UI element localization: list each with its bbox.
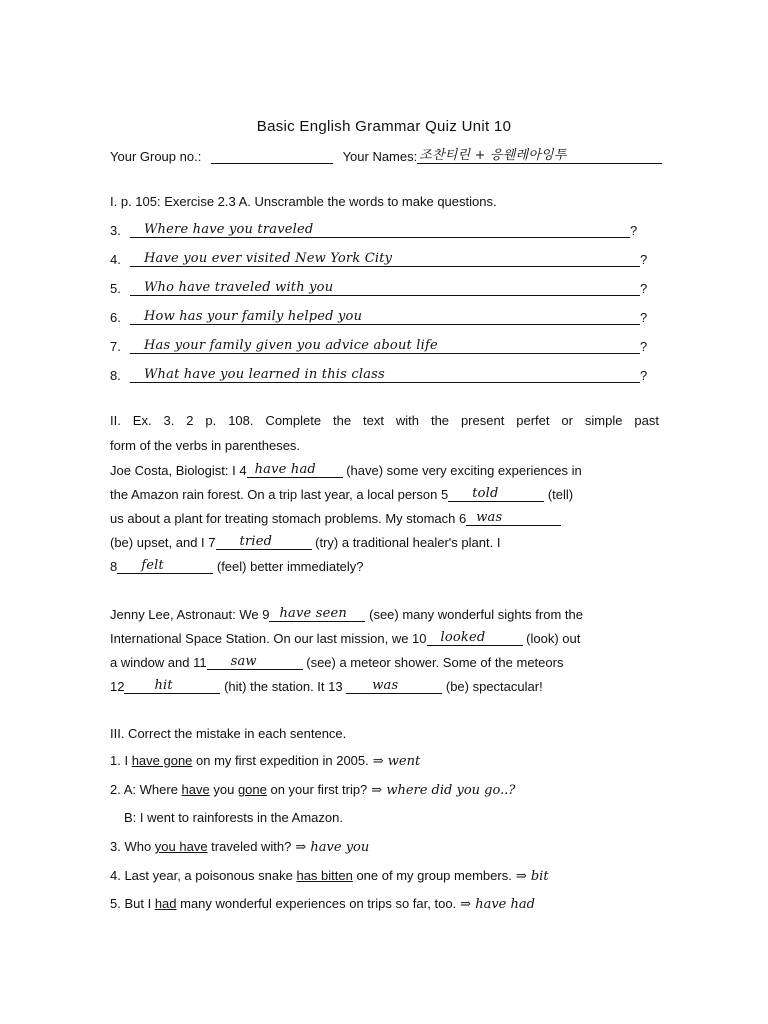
section2-heading-line1: II. Ex. 3. 2 p. 108. Complete the text with the present perfet or simple past [110,413,659,428]
s1-item [110,220,637,238]
question-mark: ? [640,339,648,354]
answer-7: tried [239,534,273,549]
section2-heading-line2: form of the verbs in parentheses. [110,438,301,453]
text-span: (look) out [526,631,581,646]
question-mark: ? [640,310,648,325]
text-span: Jenny Lee, Astronaut: We 9 [110,607,270,622]
underlined-mistake: had [154,896,177,911]
names-field[interactable] [417,148,662,164]
correction-5 [110,896,535,912]
answer-text: Who have traveled with you [144,280,334,295]
question-mark: ? [640,281,648,296]
text-span: (see) a meteor shower. Some of the meteors [306,655,564,670]
p1-line1 [110,462,582,478]
underlined-mistake: you have [154,839,208,854]
correction-4 [110,868,549,884]
blank-7[interactable] [216,534,312,550]
answer-line[interactable] [130,307,640,325]
blank-10[interactable] [427,630,523,646]
answer-9: have seen [279,606,348,621]
text-span: International Space Station. On our last mission, we 10 [110,631,427,646]
blank-12[interactable] [124,678,220,694]
item-number: 3. [110,223,121,238]
page-title: Basic English Grammar Quiz Unit 10 [256,118,512,135]
text-span: (try) a traditional healer's plant. I [315,535,501,550]
blank-4[interactable] [247,462,343,478]
answer-11: saw [230,654,257,669]
blank-9[interactable] [269,606,365,622]
answer-text: How has your family helped you [144,309,363,324]
text-span: Joe Costa, Biologist: I 4 [110,463,247,478]
p2-line1 [110,606,583,622]
p1-line2 [110,486,573,502]
text-span: (see) many wonderful sights from the [369,607,583,622]
answer-8: felt [141,558,164,573]
correction-2 [110,782,515,798]
correction-2b: B: I went to rainforests in the Amazon. [124,810,343,825]
text-span: 1. I [110,753,132,768]
p2-line2 [110,630,580,646]
p1-line3 [110,510,561,526]
answer-line[interactable] [130,278,640,296]
names-value: 조찬티린 + 응웬레아잉투 [419,148,567,163]
item-number: 8. [110,368,121,383]
item-number: 4. [110,252,121,267]
answer-6: was [476,510,503,525]
underlined-mistake: have [181,782,210,797]
s1-item [110,278,647,296]
blank-6[interactable] [466,510,561,526]
text-span: 2. A: Where [110,782,182,797]
blank-13[interactable] [346,678,442,694]
names-label: Your Names: [342,149,418,164]
answer-10: looked [440,630,486,645]
text-span: many wonderful experiences on trips so far, too. [176,896,457,911]
text-span: 3. Who [110,839,155,854]
answer-line[interactable] [130,336,640,354]
text-span: (have) some very exciting experiences in [346,463,582,478]
handwritten-correction: ⇒ bit [515,869,549,884]
p2-line3 [110,654,563,670]
underlined-mistake: gone [237,782,267,797]
question-mark: ? [640,252,648,267]
text-span: a window and 11 [110,655,207,670]
text-span: on your first trip? [266,782,368,797]
text-span: (feel) better immediately? [216,559,364,574]
answer-text: What have you learned in this class [144,367,385,382]
text-span: the Amazon rain forest. On a trip last year, a local person 5 [110,487,449,502]
blank-11[interactable] [207,654,303,670]
blank-8[interactable] [117,558,213,574]
group-label: Your Group no.: [110,149,202,164]
text-span: traveled with? [207,839,292,854]
text-span: 8 [110,559,118,574]
question-mark: ? [640,368,648,383]
p1-line4 [110,534,500,550]
answer-text: Has your family given you advice about life [144,338,438,353]
item-number: 6. [110,310,121,325]
header-line [110,148,662,164]
correction-1 [110,753,420,769]
question-mark: ? [630,223,638,238]
answer-text: Where have you traveled [144,222,314,237]
text-span: us about a plant for treating stomach problems. My stomach 6 [110,511,467,526]
answer-5: told [472,486,499,501]
section3-heading: III. Correct the mistake in each sentence. [110,726,347,741]
p1-line5 [110,558,364,574]
group-field[interactable] [211,148,333,164]
text-span: (hit) the station. It 13 [224,679,343,694]
handwritten-correction: ⇒ have you [295,840,370,855]
text-span: one of my group members. [352,868,512,883]
answer-line[interactable] [130,220,630,238]
blank-5[interactable] [448,486,544,502]
answer-13: was [372,678,399,693]
handwritten-correction: ⇒ where did you go..? [371,783,516,798]
handwritten-correction: ⇒ went [372,754,421,769]
s1-item [110,336,647,354]
text-span: on my first expedition in 2005. [192,753,369,768]
section1-heading: I. p. 105: Exercise 2.3 A. Unscramble the words to make questions. [110,194,497,209]
answer-line[interactable] [130,249,640,267]
correction-3 [110,839,369,855]
text-span: (be) spectacular! [445,679,543,694]
text-span: (be) upset, and I 7 [110,535,216,550]
underlined-mistake: has bitten [296,868,353,883]
answer-line[interactable] [130,365,640,383]
text-span: 5. But I [110,896,155,911]
text-span: 12 [110,679,125,694]
s1-item [110,249,647,267]
underlined-mistake: have gone [131,753,193,768]
p2-line4 [110,678,543,694]
text-span: 4. Last year, a poisonous snake [110,868,297,883]
s1-item [110,307,647,325]
item-number: 7. [110,339,121,354]
answer-text: Have you ever visited New York City [144,251,393,266]
text-span: (tell) [547,487,574,502]
answer-4: have had [254,462,316,477]
handwritten-correction: ⇒ have had [460,897,535,912]
item-number: 5. [110,281,121,296]
answer-12: hit [154,678,173,693]
s1-item [110,365,647,383]
text-span: you [209,782,238,797]
